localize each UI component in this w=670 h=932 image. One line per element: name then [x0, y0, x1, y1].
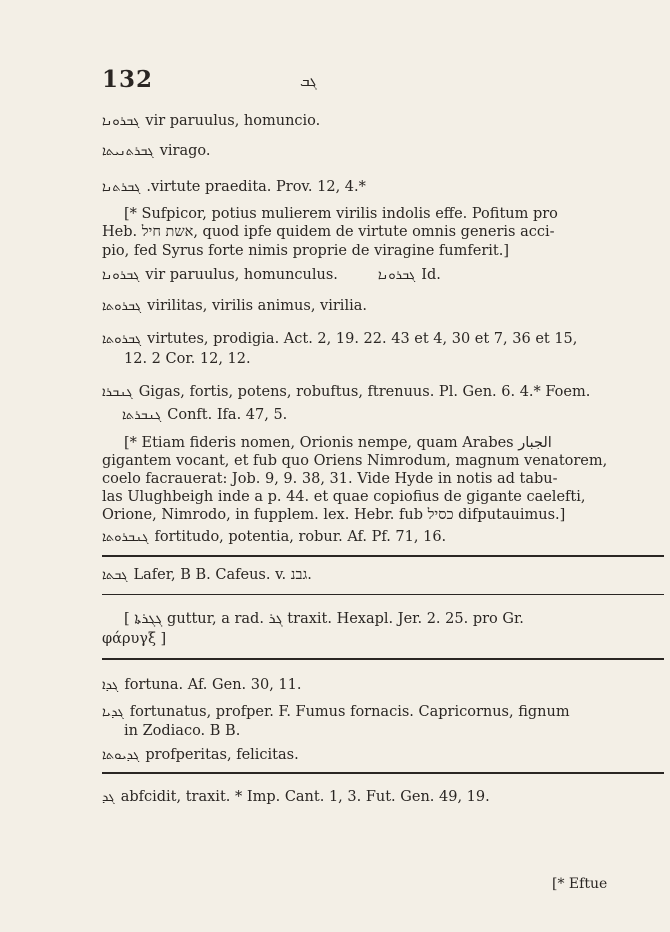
section-divider	[102, 772, 664, 774]
note-line: gigantem vocant, et fub quo Oriens Nimrodum, magnum venatorem,	[102, 453, 608, 469]
entry-line: ܓܕ abfcidit, traxit. * Imp. Cant. 1, 3. Fut. Gen. 49, 19.	[102, 789, 490, 805]
section-divider	[102, 555, 664, 557]
running-header-syriac: ܓܒ	[300, 72, 317, 90]
note-line: coelo facrauerat: Job. 9, 9. 38, 31. Vide Hyde in notis ad tabu-	[102, 471, 558, 487]
note-line: Orione, Nimrodo, in fupplem. lex. Hebr. fub כסיל difputauimus.]	[102, 507, 566, 523]
entry-line: ܓܒܪܬܢܐ .virtute praedita. Prov. 12, 4.*	[102, 179, 366, 195]
note-line: las Ulughbeigh inde a p. 44. et quae copiofius de gigante caelefti,	[102, 489, 586, 505]
entry-line: ܓܒܪܬܢܝܬܐ virago.	[102, 143, 211, 159]
note-line: Heb. אשת חיל, quod ipfe quidem de virtute omnis generis acci-	[102, 224, 555, 240]
entry-line: ܓܢܒܪܘܬܐ fortitudo, potentia, robur. Af. Pf. 71, 16.	[102, 529, 447, 545]
entry-line: ܓܒܬܐ Lafer, B B. Cafeus. v. גבנ.	[102, 567, 312, 583]
entry-line: ܓܕܝܘܬܐ profperitas, felicitas.	[102, 747, 299, 763]
note-line: pio, fed Syrus forte nimis proprie de viragine fumferit.]	[102, 243, 509, 259]
entry-line: in Zodiaco. B B.	[124, 723, 241, 739]
entry-line: ܓܢܒܪܬܐ Conft. Ifa. 47, 5.	[122, 407, 288, 423]
entry-line: ܓܒܪܘܬܐ virilitas, virilis animus, virilia.	[102, 298, 367, 314]
entry-line: ܓܢܒܪܐ Gigas, fortis, potens, robuftus, ftrenuus. Pl. Gen. 6. 4.* Foem.	[102, 384, 591, 400]
note-line: φάρυγξ ]	[102, 631, 167, 647]
catchword: [* Eftue	[552, 876, 608, 892]
note-line: [* Etiam fideris nomen, Orionis nempe, quam Arabes الجبار	[124, 435, 552, 451]
entry-line: ܓܕܝܐ fortunatus, profper. F. Fumus fornacis. Capricornus, fignum	[102, 704, 570, 720]
entry-line: ܓܒܪܘܢܐ vir paruulus, homuncio.	[102, 113, 321, 129]
entry-line: ܓܒܪܘܬܐ virtutes, prodigia. Act. 2, 19. 22. 43 et 4, 30 et 7, 36 et 15,	[102, 331, 578, 347]
note-line: [ ܓܓܪܬܐ guttur, a rad. ܓܪ traxit. Hexapl. Jer. 2. 25. pro Gr.	[124, 611, 524, 627]
entry-line: ܓܒܪܘܢܐ vir paruulus, homunculus. ܓܒܪܘܢܐ Id.	[102, 267, 441, 283]
note-line: [* Sufpicor, potius mulierem virilis indolis effe. Pofitum pro	[124, 206, 558, 222]
section-divider	[102, 594, 664, 595]
entry-line: ܓܕܐ fortuna. Af. Gen. 30, 11.	[102, 677, 302, 693]
section-divider	[102, 658, 664, 660]
page-number: 132	[102, 66, 154, 93]
entry-line: 12. 2 Cor. 12, 12.	[124, 351, 251, 367]
